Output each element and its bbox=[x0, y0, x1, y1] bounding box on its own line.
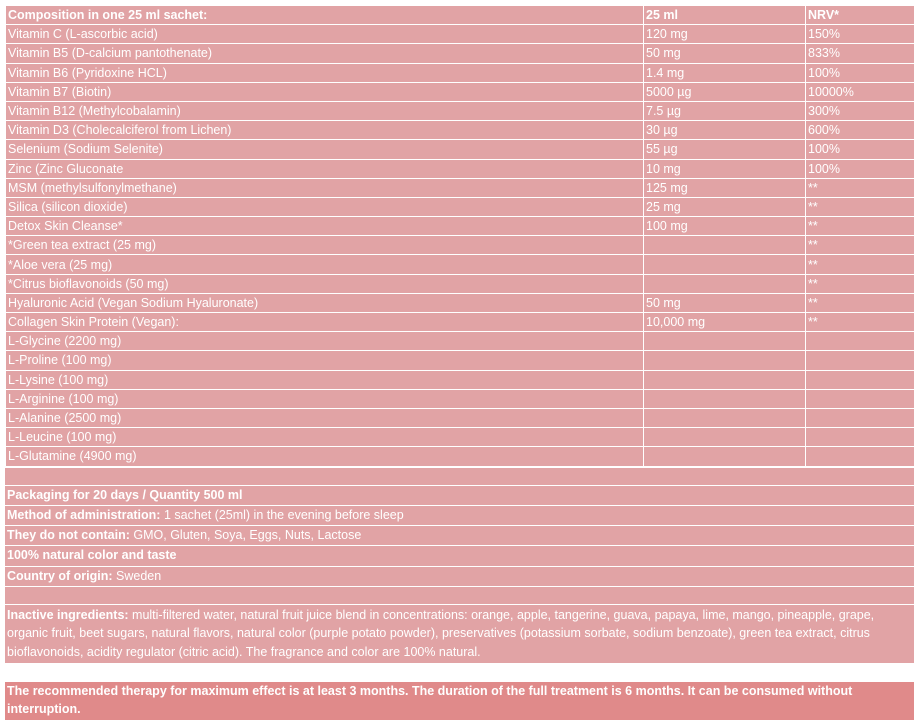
amount-cell: 25 mg bbox=[644, 197, 806, 216]
supplement-facts-sheet bbox=[5, 5, 914, 720]
nrv-cell: 833% bbox=[806, 44, 915, 63]
header-nrv: NRV* bbox=[806, 6, 915, 25]
table-row bbox=[6, 332, 915, 351]
blank-row bbox=[5, 468, 914, 486]
amount-cell bbox=[644, 389, 806, 408]
ingredient-cell: *Green tea extract (25 mg) bbox=[6, 236, 644, 255]
amount-cell bbox=[644, 351, 806, 370]
header-amount: 25 ml bbox=[644, 6, 806, 25]
table-row bbox=[6, 274, 915, 293]
table-header-row bbox=[6, 6, 915, 25]
ingredient-cell: Collagen Skin Protein (Vegan): bbox=[6, 313, 644, 332]
nrv-cell: ** bbox=[806, 178, 915, 197]
ingredient-cell: L-Arginine (100 mg) bbox=[6, 389, 644, 408]
ingredient-cell: Vitamin B5 (D-calcium pantothenate) bbox=[6, 44, 644, 63]
amount-cell bbox=[644, 332, 806, 351]
nrv-cell: 150% bbox=[806, 25, 915, 44]
table-row bbox=[6, 255, 915, 274]
table-row bbox=[6, 159, 915, 178]
table-row bbox=[6, 370, 915, 389]
method-row bbox=[5, 506, 914, 526]
nrv-cell bbox=[806, 447, 915, 466]
amount-cell: 5000 µg bbox=[644, 82, 806, 101]
not-contain-label: They do not contain: bbox=[7, 528, 130, 543]
nrv-cell bbox=[806, 332, 915, 351]
table-row bbox=[6, 293, 915, 312]
packaging-row bbox=[5, 486, 914, 506]
table-row bbox=[6, 313, 915, 332]
table-row bbox=[6, 121, 915, 140]
ingredient-cell: L-Glycine (2200 mg) bbox=[6, 332, 644, 351]
blank-row bbox=[5, 587, 914, 605]
nrv-cell: ** bbox=[806, 236, 915, 255]
nrv-cell: 100% bbox=[806, 159, 915, 178]
header-composition: Composition in one 25 ml sachet: bbox=[6, 6, 644, 25]
nrv-cell: ** bbox=[806, 197, 915, 216]
nrv-cell bbox=[806, 351, 915, 370]
method-label: Method of administration: bbox=[7, 507, 161, 522]
nrv-cell: 300% bbox=[806, 101, 915, 120]
table-row bbox=[6, 217, 915, 236]
nrv-cell: ** bbox=[806, 217, 915, 236]
amount-cell bbox=[644, 408, 806, 427]
nrv-cell: ** bbox=[806, 313, 915, 332]
table-row bbox=[6, 178, 915, 197]
inactive-label: Inactive ingredients: bbox=[7, 607, 129, 622]
ingredient-cell: *Aloe vera (25 mg) bbox=[6, 255, 644, 274]
nrv-cell: ** bbox=[806, 274, 915, 293]
amount-cell bbox=[644, 370, 806, 389]
not-contain-value: GMO, Gluten, Soya, Eggs, Nuts, Lactose bbox=[129, 528, 362, 543]
nrv-cell: 600% bbox=[806, 121, 915, 140]
nrv-cell bbox=[806, 408, 915, 427]
origin-label: Country of origin: bbox=[7, 568, 113, 583]
amount-cell: 125 mg bbox=[644, 178, 806, 197]
table-row bbox=[6, 101, 915, 120]
nrv-cell bbox=[806, 428, 915, 447]
amount-cell: 10,000 mg bbox=[644, 313, 806, 332]
table-row bbox=[6, 63, 915, 82]
info-block bbox=[5, 467, 914, 665]
composition-table bbox=[5, 5, 915, 467]
ingredient-cell: Vitamin C (L-ascorbic acid) bbox=[6, 25, 644, 44]
spacer bbox=[5, 664, 914, 682]
amount-cell bbox=[644, 274, 806, 293]
ingredient-cell: Detox Skin Cleanse* bbox=[6, 217, 644, 236]
amount-cell: 30 µg bbox=[644, 121, 806, 140]
ingredient-cell: Selenium (Sodium Selenite) bbox=[6, 140, 644, 159]
table-row bbox=[6, 408, 915, 427]
ingredient-cell: *Citrus bioflavonoids (50 mg) bbox=[6, 274, 644, 293]
inactive-text: multi-filtered water, natural fruit juice blend in concentrations: orange, apple, tangerine, guava, papaya, lime, mango, pineapple, grape, organic fruit, beet sugars, natural flavors, natural color (purple potato powder), preservatives (potassium sorbate, sodium benzoate), green tea extract, citrus bioflavonoids, acidity regulator (citric acid). The fragrance and color are 100% natural. bbox=[7, 607, 875, 659]
amount-cell: 50 mg bbox=[644, 293, 806, 312]
table-row bbox=[6, 44, 915, 63]
method-value: 1 sachet (25ml) in the evening before sleep bbox=[160, 507, 404, 522]
amount-cell bbox=[644, 447, 806, 466]
ingredient-cell: Zinc (Zinc Gluconate bbox=[6, 159, 644, 178]
table-row bbox=[6, 197, 915, 216]
inactive-ingredients bbox=[5, 605, 914, 665]
amount-cell bbox=[644, 428, 806, 447]
amount-cell bbox=[644, 236, 806, 255]
natural-text: 100% natural color and taste bbox=[7, 548, 177, 563]
table-row bbox=[6, 25, 915, 44]
ingredient-cell: Hyaluronic Acid (Vegan Sodium Hyaluronate) bbox=[6, 293, 644, 312]
amount-cell: 10 mg bbox=[644, 159, 806, 178]
composition-table-body bbox=[6, 6, 915, 467]
ingredient-cell: Vitamin B6 (Pyridoxine HCL) bbox=[6, 63, 644, 82]
amount-cell: 50 mg bbox=[644, 44, 806, 63]
ingredient-cell: L-Proline (100 mg) bbox=[6, 351, 644, 370]
table-row bbox=[6, 351, 915, 370]
amount-cell: 120 mg bbox=[644, 25, 806, 44]
ingredient-cell: Vitamin B12 (Methylcobalamin) bbox=[6, 101, 644, 120]
amount-cell: 7.5 µg bbox=[644, 101, 806, 120]
ingredient-cell: L-Alanine (2500 mg) bbox=[6, 408, 644, 427]
nrv-cell: ** bbox=[806, 293, 915, 312]
table-row bbox=[6, 389, 915, 408]
table-row bbox=[6, 447, 915, 466]
ingredient-cell: MSM (methylsulfonylmethane) bbox=[6, 178, 644, 197]
ingredient-cell: L-Leucine (100 mg) bbox=[6, 428, 644, 447]
nrv-cell bbox=[806, 370, 915, 389]
nrv-cell bbox=[806, 389, 915, 408]
amount-cell: 100 mg bbox=[644, 217, 806, 236]
packaging-text: Packaging for 20 days / Quantity 500 ml bbox=[7, 487, 243, 502]
not-contain-row bbox=[5, 526, 914, 546]
ingredient-cell: Silica (silicon dioxide) bbox=[6, 197, 644, 216]
ingredient-cell: L-Glutamine (4900 mg) bbox=[6, 447, 644, 466]
table-row bbox=[6, 236, 915, 255]
table-row bbox=[6, 428, 915, 447]
therapy-note: The recommended therapy for maximum effect is at least 3 months. The duration of the full treatment is 6 months. It can be consumed without interruption. bbox=[5, 682, 914, 720]
table-row bbox=[6, 140, 915, 159]
ingredient-cell: Vitamin B7 (Biotin) bbox=[6, 82, 644, 101]
ingredient-cell: Vitamin D3 (Cholecalciferol from Lichen) bbox=[6, 121, 644, 140]
nrv-cell: 100% bbox=[806, 63, 915, 82]
nrv-cell: 10000% bbox=[806, 82, 915, 101]
origin-row bbox=[5, 567, 914, 587]
amount-cell bbox=[644, 255, 806, 274]
amount-cell: 55 µg bbox=[644, 140, 806, 159]
origin-value: Sweden bbox=[112, 568, 162, 583]
table-row bbox=[6, 82, 915, 101]
nrv-cell: ** bbox=[806, 255, 915, 274]
nrv-cell: 100% bbox=[806, 140, 915, 159]
natural-row bbox=[5, 546, 914, 566]
amount-cell: 1.4 mg bbox=[644, 63, 806, 82]
ingredient-cell: L-Lysine (100 mg) bbox=[6, 370, 644, 389]
